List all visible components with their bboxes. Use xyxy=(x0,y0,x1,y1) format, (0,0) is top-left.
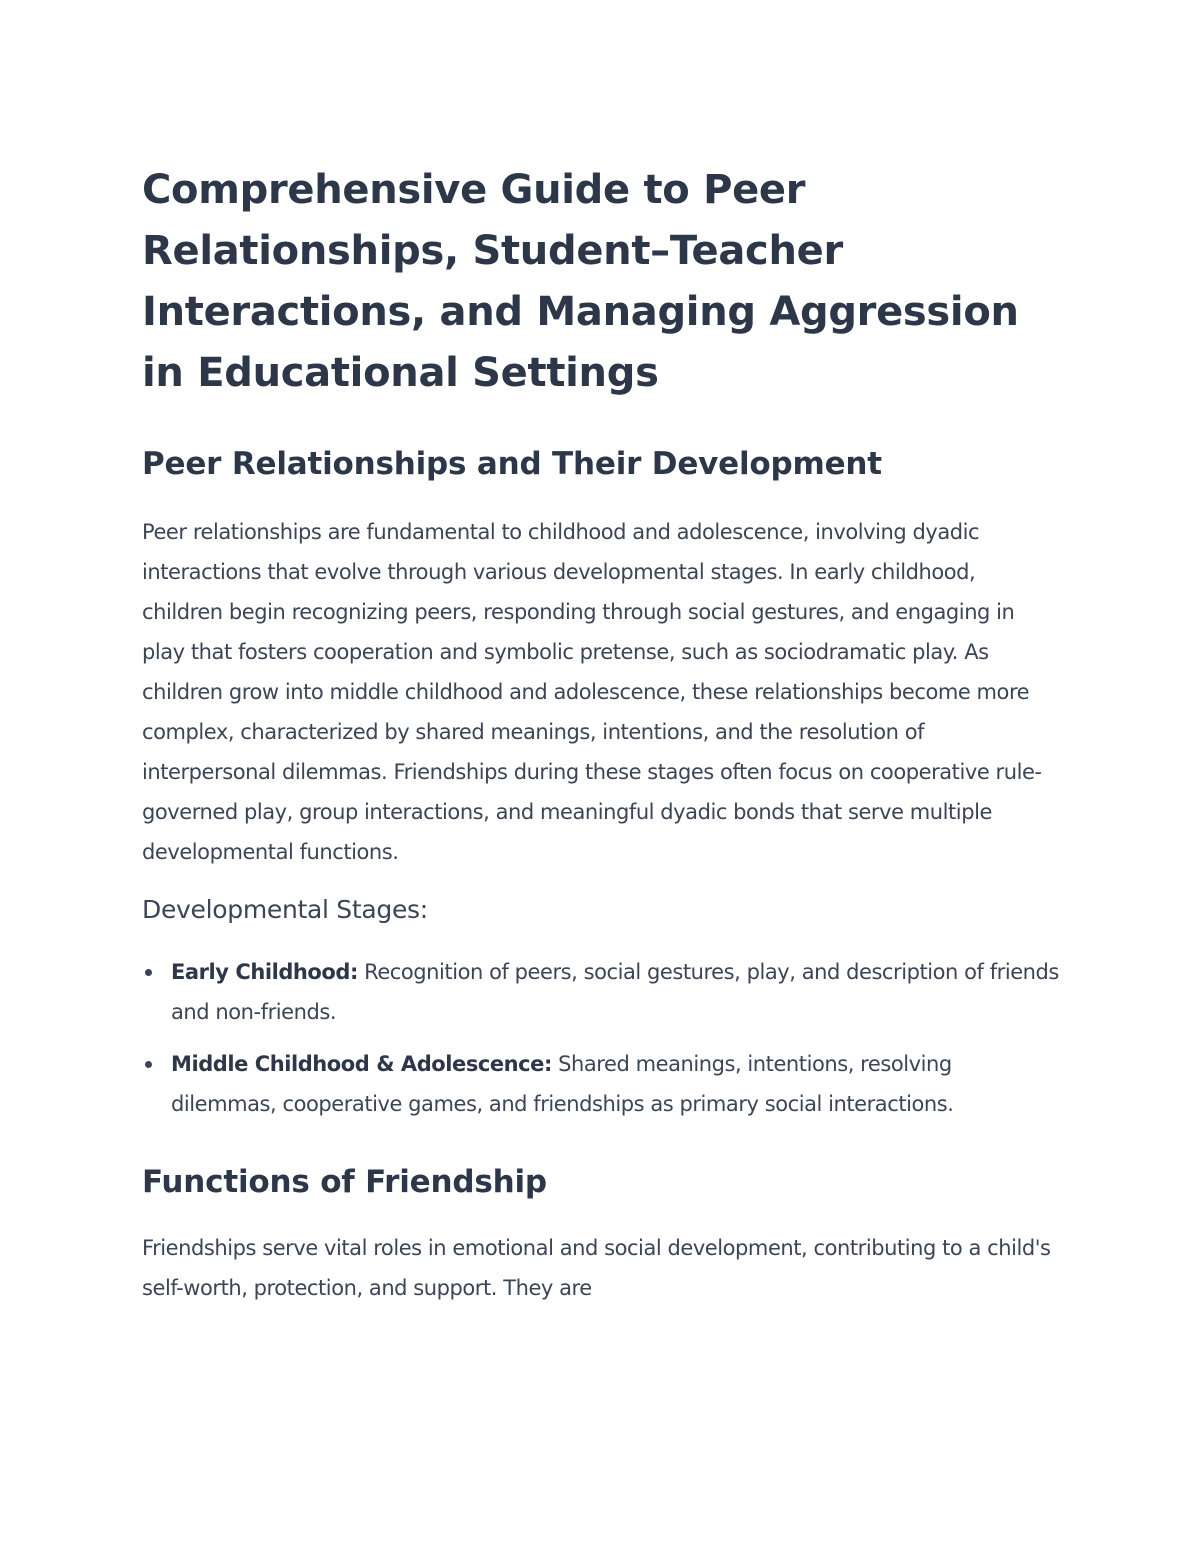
list-item-text: Shared meanings, intentions, resolving dilemmas, cooperative games, and friendships as primary social interactions. xyxy=(171,1052,954,1116)
developmental-stages-list xyxy=(142,952,1062,1124)
section-heading-peer-relationships: Peer Relationships and Their Development xyxy=(142,446,882,482)
list-item-middle-childhood xyxy=(142,1044,1062,1124)
subheading-developmental-stages: Developmental Stages: xyxy=(142,895,428,924)
section-heading-functions-of-friendship: Functions of Friendship xyxy=(142,1164,547,1200)
bullet-icon xyxy=(145,969,152,976)
section-paragraph-peer-relationships: Peer relationships are fundamental to childhood and adolescence, involving dyadic interactions that evolve through various developmental stages. In early childhood, children begin recognizing peers, responding through social gestures, and engaging in play that fosters cooperation and symbolic pretense, such as sociodramatic play. As children grow into middle childhood and adolescence, these relationships become more complex, characterized by shared meanings, intentions, and the resolution of interpersonal dilemmas. Friendships during these stages often focus on cooperative rule-governed play, group interactions, and meaningful dyadic bonds that serve multiple developmental functions. xyxy=(142,520,1042,864)
bullet-icon xyxy=(145,1061,152,1068)
document-title: Comprehensive Guide to Peer Relationships, Student–Teacher Interactions, and Managing Aggression in Educational Settings xyxy=(142,167,1019,396)
list-item-term: Early Childhood: xyxy=(171,960,358,984)
list-item-early-childhood xyxy=(142,952,1062,1032)
document-page xyxy=(142,160,1062,1308)
list-item-term: Middle Childhood & Adolescence: xyxy=(171,1052,552,1076)
section-paragraph-functions-of-friendship: Friendships serve vital roles in emotional and social development, contributing to a child's self-worth, protection, and support. They are xyxy=(142,1236,1051,1300)
list-item-text: Recognition of peers, social gestures, play, and description of friends and non-friends. xyxy=(171,960,1059,1024)
